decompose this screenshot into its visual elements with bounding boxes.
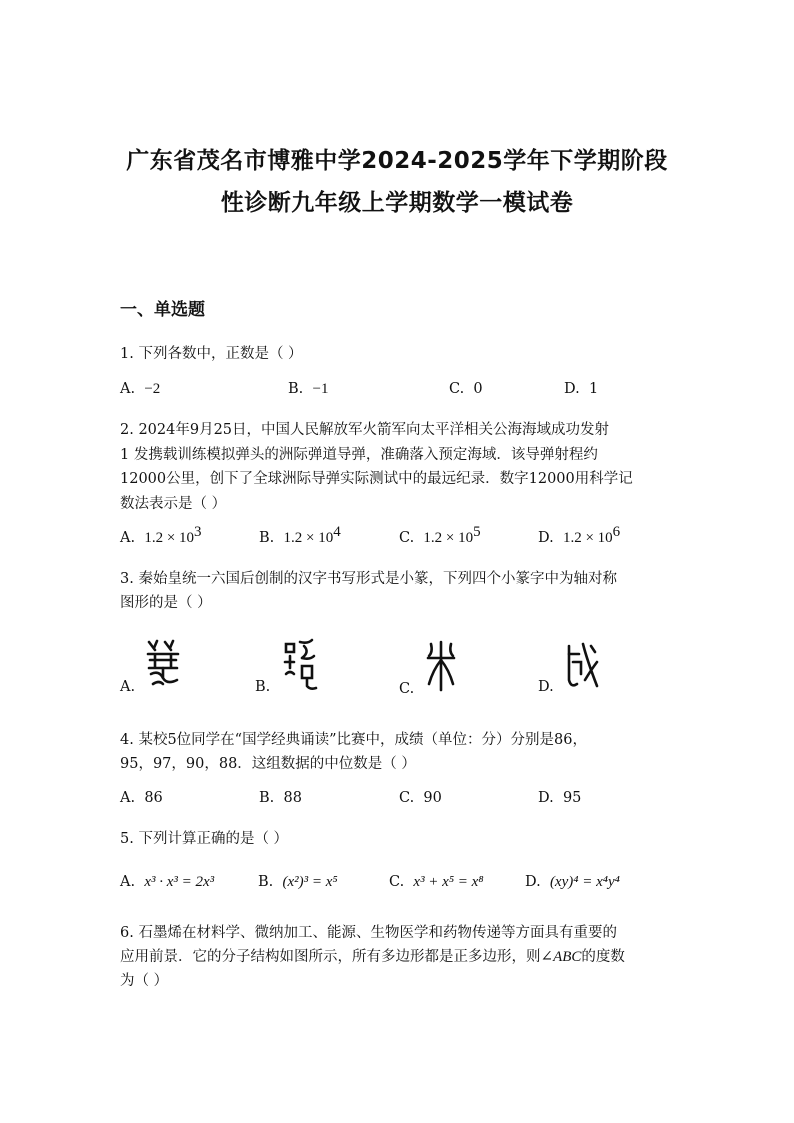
q3-option-c-label: C. (399, 681, 415, 697)
question-6-line-1: 6. 石墨烯在材料学、微纳加工、能源、生物医学和药物传递等方面具有重要的 (120, 925, 617, 941)
q4-option-d: D. 95 (538, 790, 582, 806)
seal-script-zhuan-icon (145, 638, 181, 690)
question-2-line-1: 2. 2024年9月25日，中国人民解放军火箭军向太平洋相关公海海域成功发射 (120, 422, 610, 438)
q5-option-b: B. (x²)³ = x⁵ (258, 874, 338, 890)
q1-option-a: A. −2 (120, 381, 161, 397)
question-6-line-2 (120, 945, 625, 966)
q2-option-b: B. $1.2 \times 10^4$ (259, 524, 341, 546)
seal-script-lu-icon (282, 638, 318, 692)
question-6-line-2-tail: 的度数 (581, 949, 625, 965)
q3-option-b-label: B. (255, 679, 271, 695)
q2-option-a: A. $1.2 \times 10^3$ (120, 524, 202, 546)
document-title-line-2: 性诊断九年级上学期数学一模试卷 (220, 190, 574, 216)
q2-option-d: D. $1.2 \times 10^6$ (538, 524, 621, 546)
question-2-line-3: 12000公里，创下了全球洲际导弹实际测试中的最远纪录．数字12000用科学记 (120, 471, 633, 487)
question-6-line-3: 为（ ） (120, 973, 169, 989)
section-heading-single-choice: 一、单选题 (120, 300, 205, 320)
question-3-line-2: 图形的是（ ） (120, 595, 212, 611)
question-4-line-2: 95，97，90，88．这组数据的中位数是（ ） (120, 756, 416, 772)
q5-option-a: A. x³ · x³ = 2x³ (120, 874, 215, 890)
q3-option-d-label: D. (538, 679, 554, 695)
q1-option-d: D. 1 (564, 381, 599, 397)
q4-option-a: A. 86 (120, 790, 163, 806)
q4-option-c: C. 90 (399, 790, 442, 806)
q2-option-c: C. $1.2 \times 10^5$ (399, 524, 481, 546)
question-2-line-2: 1 发携载训练模拟弹头的洲际弹道导弹，准确落入预定海域．该导弹射程约 (120, 447, 598, 463)
angle-abc: ∠ABC (540, 949, 582, 965)
seal-script-cheng-icon (563, 640, 599, 692)
q5-option-c: C. x³ + x⁵ = x⁸ (389, 874, 484, 890)
q3-option-a-label: A. (120, 679, 136, 695)
q4-option-b: B. 88 (259, 790, 302, 806)
question-2-line-4: 数法表示是（ ） (120, 496, 227, 512)
document-title-line-1: 广东省茂名市博雅中学2024-2025学年下学期阶段 (126, 148, 668, 174)
question-6-line-2-text: 应用前景．它的分子结构如图所示，所有多边形都是正多边形，则 (120, 949, 541, 965)
q5-option-d: D. (xy)⁴ = x⁴y⁴ (525, 874, 620, 890)
question-1-stem: 1. 下列各数中，正数是（ ） (120, 346, 303, 362)
seal-script-mi-icon (425, 640, 457, 692)
q1-option-b: B. −1 (288, 381, 329, 397)
question-3-line-1: 3. 秦始皇统一六国后创制的汉字书写形式是小篆，下列四个小篆字中为轴对称 (120, 571, 617, 587)
q1-option-c: C. 0 (449, 381, 483, 397)
question-4-line-1: 4. 某校5位同学在“国学经典诵读”比赛中，成绩（单位：分）分别是86， (120, 732, 587, 748)
question-5-stem: 5. 下列计算正确的是（ ） (120, 831, 289, 847)
